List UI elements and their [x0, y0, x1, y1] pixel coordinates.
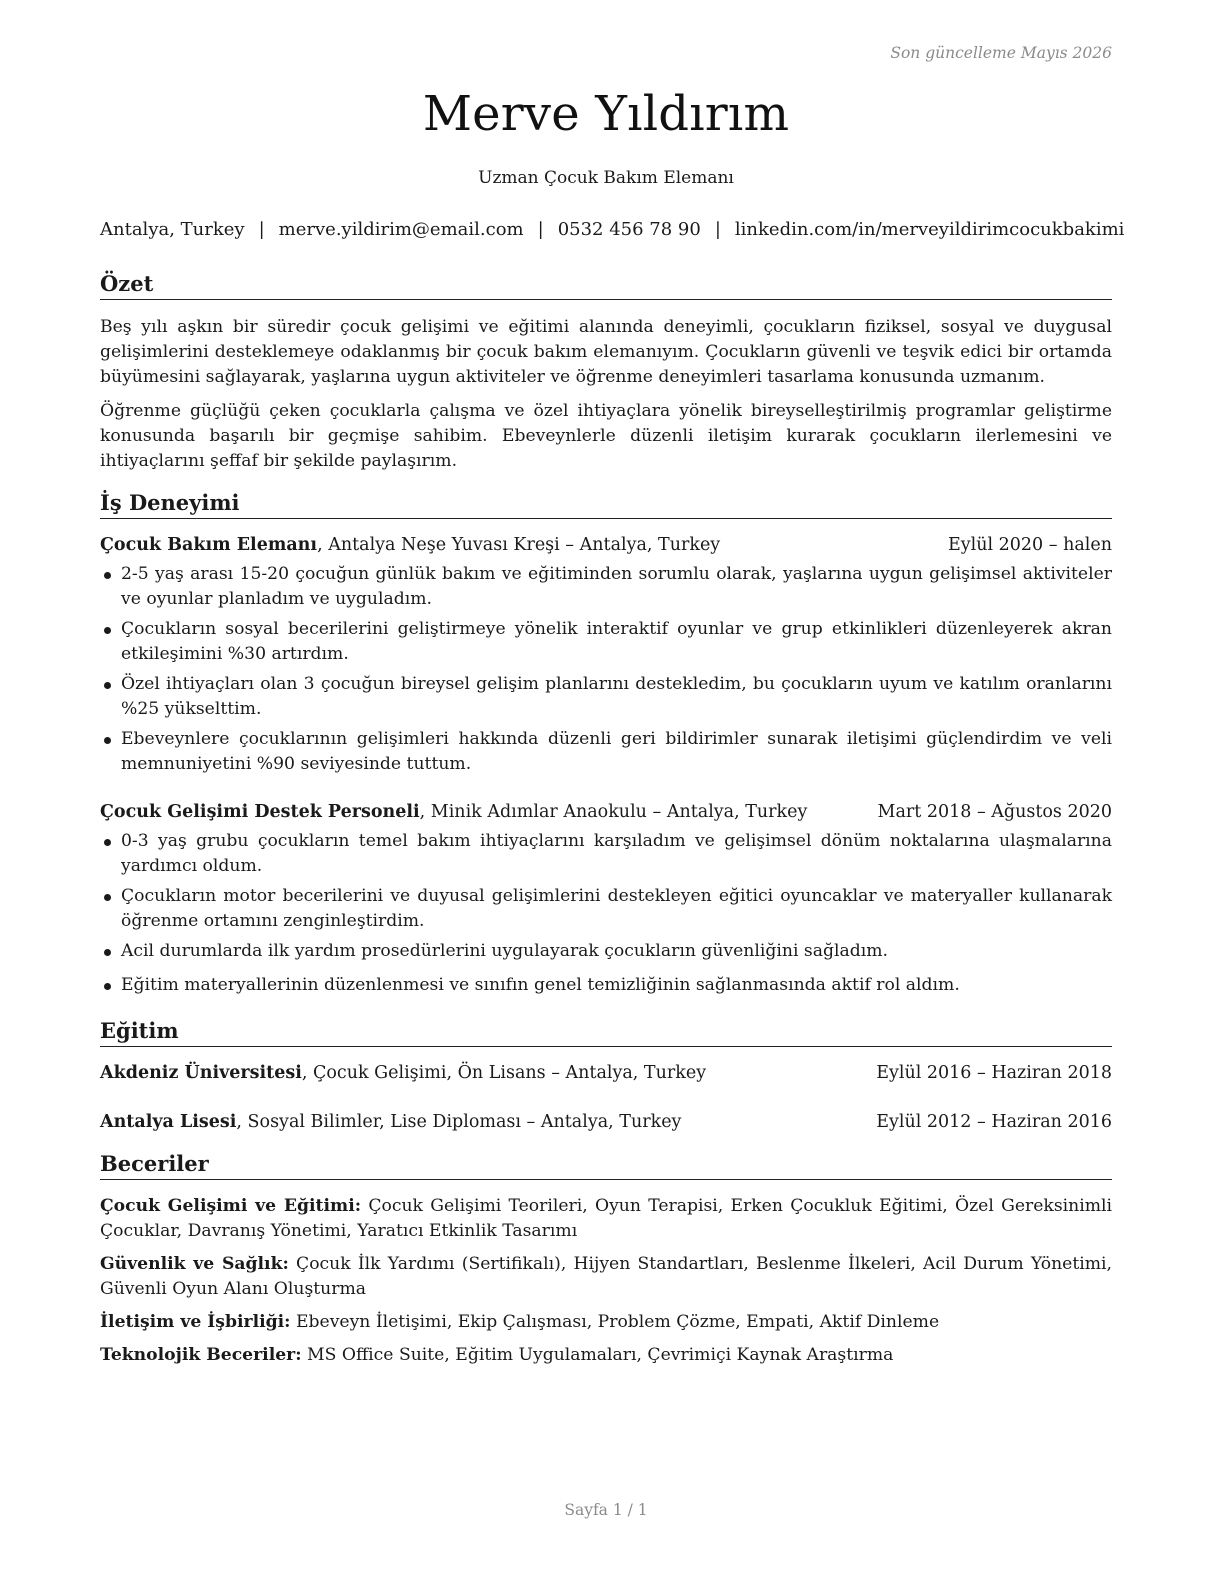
bullet-icon — [104, 839, 111, 846]
experience-heading: İş Deneyimi — [100, 489, 1112, 519]
job-employer: , Minik Adımlar Anaokulu – Antalya, Turkey — [419, 802, 808, 822]
skill-group — [100, 1343, 1112, 1368]
job-bullets — [100, 829, 1112, 998]
bullet-text: 0-3 yaş grubu çocukların temel bakım ihtiyaçlarını karşıladım ve gelişimsel dönüm noktalarına ulaşmalarına yardımcı oldum. — [121, 831, 1112, 876]
candidate-title: Uzman Çocuk Bakım Elemanı — [478, 168, 734, 188]
contact-location: Antalya, Turkey — [100, 219, 245, 240]
contact-separator: | — [714, 219, 721, 240]
education-entry — [100, 1110, 1112, 1135]
education-section — [100, 1017, 1112, 1135]
bullet-icon — [104, 682, 111, 689]
education-heading: Eğitim — [100, 1017, 1112, 1047]
summary-heading: Özet — [100, 270, 1112, 300]
job-role: Çocuk Gelişimi Destek Personeli — [100, 802, 420, 822]
bullet-icon — [104, 894, 111, 901]
last-updated-note: Son güncelleme Mayıs 2026 — [890, 44, 1112, 62]
job-role: Çocuk Bakım Elemanı — [100, 535, 318, 555]
contact-email-link[interactable]: merve.yildirim@email.com — [278, 219, 524, 240]
school-details: , Çocuk Gelişimi, Ön Lisans – Antalya, Turkey — [301, 1063, 707, 1083]
skill-label: Teknolojik Beceriler: — [100, 1345, 302, 1365]
skill-group — [100, 1194, 1112, 1244]
job-header — [100, 800, 1112, 825]
skill-items: Çocuk Gelişimi Teorileri, Oyun Terapisi, Erken Çocukluk Eğitimi, Özel Gereksinimli Çocuklar, Davranış Yönetimi, Yaratıcı Etkinlik Tasarımı — [100, 1196, 1112, 1241]
contact-linkedin-link[interactable]: linkedin.com/in/merveyildirimcocukbakimi — [734, 219, 1125, 240]
school-name: Akdeniz Üniversitesi — [100, 1063, 302, 1083]
skill-items: MS Office Suite, Eğitim Uygulamaları, Çevrimiçi Kaynak Araştırma — [301, 1345, 894, 1365]
bullet-icon — [104, 737, 111, 744]
bullet-text: Çocukların sosyal becerilerini geliştirmeye yönelik interaktif oyunlar ve grup etkinlikleri düzenleyerek akran etkileşimini %30 artırdım. — [121, 619, 1112, 664]
job-header — [100, 533, 1112, 558]
list-item — [100, 973, 1112, 998]
candidate-name: Merve Yıldırım — [422, 86, 790, 142]
job-bullets — [100, 562, 1112, 777]
skills-section — [100, 1150, 1112, 1368]
skill-items: Çocuk İlk Yardımı (Sertifikalı), Hijyen Standartları, Beslenme İlkeleri, Acil Durum Yönetimi, Güvenli Oyun Alanı Oluşturma — [100, 1254, 1112, 1299]
education-entry — [100, 1061, 1112, 1086]
skill-label: Güvenlik ve Sağlık: — [100, 1254, 289, 1274]
school-name: Antalya Lisesi — [100, 1112, 237, 1132]
list-item — [100, 884, 1112, 934]
list-item — [100, 727, 1112, 777]
skills-heading: Beceriler — [100, 1150, 1112, 1180]
bullet-text: Çocukların motor becerilerini ve duyusal gelişimlerini destekleyen eğitici oyuncaklar ve materyaller kullanarak öğrenme ortamını zenginleştirdim. — [121, 886, 1112, 931]
skill-group — [100, 1310, 1112, 1335]
list-item — [100, 939, 1112, 964]
bullet-icon — [104, 572, 111, 579]
contact-line — [100, 219, 1125, 240]
skill-label: Çocuk Gelişimi ve Eğitimi: — [100, 1196, 362, 1216]
page-number: Sayfa 1 / 1 — [564, 1501, 648, 1519]
summary-paragraph: Öğrenme güçlüğü çeken çocuklarla çalışma ve özel ihtiyaçlara yönelik bireyselleştirilmiş programlar geliştirme konusunda başarılı bir geçmişe sahibim. Ebeveynlerle düzenli iletişim kurarak çocukların ilerlemesini ve ihtiyaçlarını şeffaf bir şekilde paylaşırım. — [100, 401, 1112, 471]
bullet-icon — [104, 983, 111, 990]
list-item — [100, 617, 1112, 667]
bullet-icon — [104, 949, 111, 956]
bullet-text: 2-5 yaş arası 15-20 çocuğun günlük bakım ve eğitiminden sorumlu olarak, yaşlarına uygun gelişimsel aktiviteler ve oyunlar planladım ve uyguladım. — [121, 564, 1112, 609]
bullet-text: Özel ihtiyaçları olan 3 çocuğun bireysel gelişim planlarını destekledim, bu çocukların uyum ve katılım oranlarını %25 yükselttim. — [121, 674, 1112, 719]
list-item — [100, 672, 1112, 722]
list-item — [100, 562, 1112, 612]
bullet-icon — [104, 627, 111, 634]
skill-label: İletişim ve İşbirliği: — [100, 1312, 291, 1332]
bullet-text: Acil durumlarda ilk yardım prosedürlerini uygulayarak çocukların güvenliğini sağladım. — [121, 941, 888, 961]
bullet-text: Eğitim materyallerinin düzenlenmesi ve sınıfın genel temizliğinin sağlanmasında aktif rol aldım. — [121, 975, 960, 995]
summary-paragraph: Beş yılı aşkın bir süredir çocuk gelişimi ve eğitimi alanında deneyimli, çocukların fiziksel, sosyal ve duygusal gelişimlerini desteklemeye odaklanmış bir çocuk bakım elemanıyım. Çocukların güvenli ve teşvik edici bir ortamda büyümesini sağlayarak, yaşlarına uygun aktiviteler ve öğrenme deneyimleri tasarlama konusunda uzmanım. — [100, 317, 1112, 387]
job-employer: , Antalya Neşe Yuvası Kreşi – Antalya, Turkey — [317, 535, 721, 555]
school-details: , Sosyal Bilimler, Lise Diploması – Antalya, Turkey — [236, 1112, 682, 1132]
contact-separator: | — [258, 219, 265, 240]
education-dates: Eylül 2016 – Haziran 2018 — [876, 1063, 1112, 1083]
job-dates: Eylül 2020 – halen — [947, 535, 1112, 555]
bullet-text: Ebeveynlere çocuklarının gelişimleri hakkında düzenli geri bildirimler sunarak iletişimi güçlendirdim ve veli memnuniyetini %90 seviyesinde tuttum. — [121, 729, 1112, 774]
experience-section — [100, 489, 1112, 998]
education-dates: Eylül 2012 – Haziran 2016 — [876, 1112, 1112, 1132]
job-dates: Mart 2018 – Ağustos 2020 — [877, 802, 1112, 822]
skill-group — [100, 1252, 1112, 1302]
skill-items: Ebeveyn İletişimi, Ekip Çalışması, Problem Çözme, Empati, Aktif Dinleme — [290, 1312, 940, 1332]
summary-section — [100, 270, 1112, 474]
list-item — [100, 829, 1112, 879]
contact-phone: 0532 456 78 90 — [557, 219, 701, 240]
contact-separator: | — [537, 219, 544, 240]
